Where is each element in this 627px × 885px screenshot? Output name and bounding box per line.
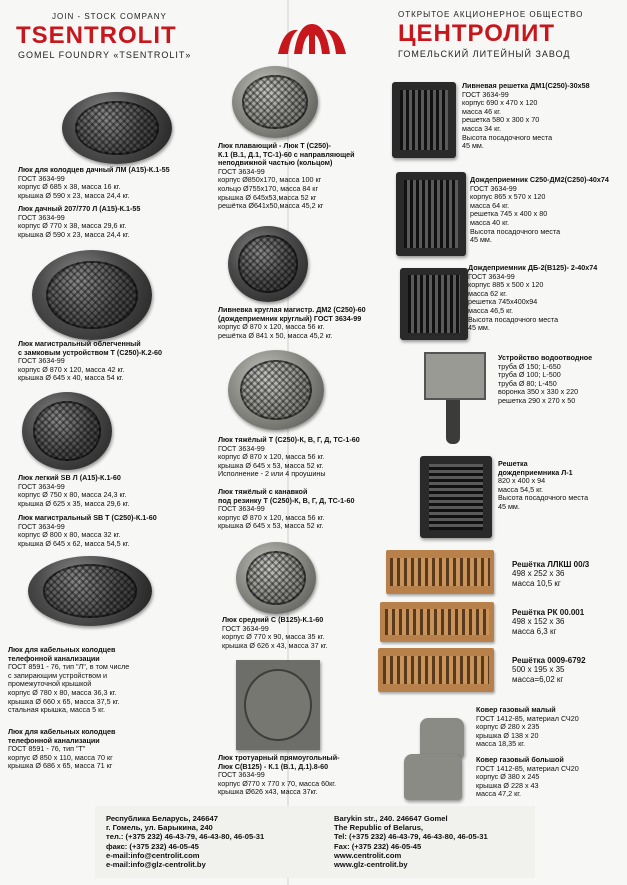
product-title: Люк тяжёлый Т (С250)-К, В, Г, Д, ТС-1-60	[218, 435, 360, 444]
casting-detail	[75, 101, 159, 156]
website-link[interactable]: www.centrolit.com	[334, 850, 402, 860]
left-brand: TSENTROLIT	[16, 22, 177, 49]
product-title: Люк дачный 207/770 Л (А15)-К.1-55	[18, 204, 141, 213]
product-llksh	[512, 560, 589, 588]
product-spec-line: воронка 350 х 330 х 220	[498, 387, 579, 397]
product-spec-line: крышка Ø 645 х 53, масса 52 кг.	[218, 460, 324, 470]
product-spec-line: решётка Ø641х50,масса 45,2 кг	[218, 201, 324, 211]
product-spec-line: труба Ø 100; L-500	[498, 370, 561, 380]
product-title: Люк для кабельных колодцев	[8, 727, 116, 736]
product-drainage	[498, 354, 592, 406]
grate-0009-image	[378, 648, 494, 692]
product-spec-line: ГОСТ 8591 - 76, тип "Л", в том числе	[8, 662, 130, 672]
product-sb-light	[18, 474, 130, 508]
product-title: Люк средний С (В125)-К.1-60	[222, 615, 324, 624]
product-spec-line: корпус 885 х 500 х 120	[468, 280, 544, 290]
manhole-medium-image	[236, 542, 316, 614]
product-spec-line: ГОСТ 3634-99	[222, 623, 269, 633]
product-spec-line: Высота посадочного места	[468, 314, 559, 324]
product-spec-line: корпус Ø 750 х 80, масса 24,3 кг.	[18, 490, 127, 500]
website-link[interactable]: www.glz-centrolit.by	[334, 860, 408, 870]
storm-inlet-dm2-image	[396, 172, 466, 256]
product-spec-line: 498 х 252 х 36	[512, 569, 565, 579]
product-spec-line: крышка Ø 626 х 43, масса 37 кг.	[222, 640, 328, 650]
product-spec-line: решетка 745х400х94	[468, 297, 538, 307]
casting-detail	[408, 275, 460, 333]
product-spec-line: масса 6,3 кг	[512, 626, 557, 636]
product-spec-line: ГОСТ 3634-99	[462, 89, 509, 99]
product-spec-line: корпус Ø 380 х 245	[476, 772, 540, 782]
product-spec-line: корпус 865 х 570 х 120	[470, 192, 546, 202]
product-heavy	[218, 436, 360, 479]
casting-detail	[240, 360, 313, 421]
product-spec-line: масса 34 кг.	[462, 123, 501, 133]
product-title: Дождеприемник С250-ДМ2(С250)-40х74	[470, 175, 609, 184]
contact-line: The Republic of Belarus,	[334, 823, 424, 833]
product-title: Люк для колодцев дачный ЛМ (А15)-К.1-55	[18, 165, 170, 174]
manhole-sb-light-image	[22, 392, 112, 470]
product-title: Люк магистральный облегченный	[18, 339, 141, 348]
product-title: Устройство водоотводное	[498, 353, 593, 362]
product-heavy-groove	[218, 488, 355, 531]
product-spec-line: корпус Ø 770 х 90, масса 35 кг.	[222, 632, 325, 642]
product-spec-line: крышка Ø 590 х 23, масса 24,4 кг.	[18, 229, 130, 239]
casting-detail	[429, 464, 484, 530]
left-top-text: JOIN - STOCK COMPANY	[52, 12, 167, 21]
product-spec-line: корпус Ø 870 х 120, масса 56 кг.	[218, 322, 325, 332]
product-title: Люк тяжёлый с канавкой	[218, 487, 308, 496]
casting-detail	[404, 180, 457, 247]
product-spec-line: решетка 290 х 270 х 50	[498, 395, 576, 405]
product-spec-line: масса 54,5 кг.	[498, 484, 543, 494]
product-rk	[512, 608, 584, 636]
product-spec-line: корпус 690 х 470 х 120	[462, 98, 538, 108]
gas-cover-large-image	[404, 754, 462, 800]
storm-drain-round-image	[228, 226, 308, 302]
product-spec-line: 45 мм.	[468, 323, 490, 333]
product-spec-line: Исполнение - 2 или 4 проушины	[218, 469, 326, 479]
product-sidewalk	[218, 754, 340, 797]
casting-detail	[238, 235, 299, 293]
product-spec-line: масса 40 кг.	[470, 217, 509, 227]
product-spec-line: 45 мм.	[462, 141, 484, 151]
product-title: Ковер газовый малый	[476, 705, 556, 714]
product-spec-line: масса 62 кг.	[468, 288, 507, 298]
product-spec-line: крышка Ø 645х53,масса 52 кг	[218, 192, 317, 202]
product-spec-line: решетка 745 х 400 х 80	[470, 209, 548, 219]
right-top-text: ОТКРЫТОЕ АКЦИОНЕРНОЕ ОБЩЕСТВО	[398, 10, 584, 19]
product-cable-l	[8, 646, 129, 715]
product-spec-line: масса 46 кг.	[462, 106, 501, 116]
product-spec-line: крышка Ø 590 х 23, масса 24,4 кг.	[18, 190, 130, 200]
product-spec-line: крышка Ø 660 х 65, масса 37,5 кг.	[8, 696, 120, 706]
product-sb-main	[18, 514, 157, 548]
product-spec-line: корпус Ø 870 х 120, масса 42 кг.	[18, 364, 125, 374]
product-spec-line: ГОСТ 1412-85, материал СЧ20	[476, 713, 579, 723]
casting-detail	[43, 564, 137, 617]
product-title: Дождеприемник ДБ-2(В125)- 2-40х74	[468, 263, 598, 272]
product-title: дождеприемника Л-1	[498, 467, 573, 477]
product-title: Люк плавающий - Люк Т (С250)-	[218, 141, 331, 150]
manhole-heavy-image	[228, 350, 324, 430]
product-title: К.1 (В.1, Д.1, ТС-1)-60 с направляющей	[218, 149, 355, 159]
product-spec-line: крышка Ø 138 х 20	[476, 730, 539, 740]
product-spec-line: корпус Ø 870 х 120, масса 56 кг.	[218, 512, 325, 522]
product-spec-line: крышка Ø 625 х 35, масса 29,6 кг.	[18, 498, 130, 508]
product-title: Ковер газовый большой	[476, 755, 564, 764]
product-spec-line: решётка Ø 841 х 50, масса 45,2 кг.	[218, 330, 333, 340]
contact-line: г. Гомель, ул. Барыкина, 240	[106, 823, 213, 833]
grate-llksh-image	[386, 550, 494, 594]
drainage-pipe-image	[446, 400, 460, 444]
product-title: Люк для кабельных колодцев	[8, 645, 116, 654]
product-title: Ливневая решетка ДМ1(С250)-30х58	[462, 81, 590, 90]
product-spec-line: стальная крышка, масса 5 кг.	[8, 705, 105, 715]
product-storm-round	[218, 306, 366, 340]
grate-rk-image	[380, 602, 494, 642]
product-spec-line: крышка Ø 686 х 65, масса 71 кг	[8, 761, 113, 771]
company-logo-icon	[272, 20, 352, 56]
product-spec-line: ГОСТ 8591 - 76, тип "Т"	[8, 744, 86, 754]
product-title: Решётка РК 00.001	[512, 608, 585, 617]
product-cable-t	[8, 728, 115, 771]
product-spec-line: корпус Ø 800 х 80, масса 32 кг.	[18, 530, 121, 540]
product-dm1	[462, 82, 590, 151]
email-link[interactable]: e-mail:info@glz-centrolit.by	[106, 860, 206, 870]
drainage-funnel-image	[424, 352, 486, 400]
storm-inlet-db2-image	[400, 268, 468, 340]
product-spec-line: труба Ø 80; L-450	[498, 378, 557, 388]
product-spec-line: ГОСТ 3634-99	[218, 770, 265, 780]
grate-l1-image	[420, 456, 492, 538]
casting-detail	[400, 90, 449, 151]
product-spec-line: корпус Ø 280 х 235	[476, 722, 540, 732]
product-title: неподвижной частью (кольцом)	[218, 158, 333, 168]
product-title: телефонной канализации	[8, 653, 100, 663]
product-title: Решетка	[498, 459, 528, 468]
product-spec-line: 45 мм.	[498, 501, 520, 511]
product-lock-c250	[18, 340, 162, 383]
product-spec-line: крышка Ø 228 х 43	[476, 780, 539, 790]
product-medium	[222, 616, 328, 650]
product-spec-line: с запирающим устройством и	[8, 670, 108, 680]
product-spec-line: ГОСТ 3634-99	[18, 212, 65, 222]
casting-detail	[33, 401, 101, 460]
product-0009	[512, 656, 586, 684]
product-title: Ливневка круглая магистр. ДМ2 (С250)-60	[218, 305, 366, 314]
product-spec-line: Высота посадочного места	[498, 493, 589, 503]
product-spec-line: решетка 580 х 300 х 70	[462, 115, 540, 125]
product-spec-line: масса 64 кг.	[470, 200, 509, 210]
product-spec-line: 820 х 400 х 94	[498, 476, 546, 486]
product-spec-line: корпус Ø850х170, масса 100 кг	[218, 175, 322, 185]
manhole-sidewalk-image	[236, 660, 320, 750]
product-spec-line: ГОСТ 3634-99	[18, 356, 65, 366]
casting-detail	[383, 656, 490, 684]
product-gas-small	[476, 706, 579, 749]
manhole-floating-image	[232, 66, 318, 138]
product-title: Люк магистральный SB Т (С250)-К.1-60	[18, 513, 157, 522]
product-spec-line: корпус Ø 780 х 80, масса 36,3 кг.	[8, 687, 117, 697]
product-dm2	[470, 176, 609, 245]
contact-line: Республика Беларусь, 246647	[106, 814, 218, 823]
product-spec-line: крышка Ø 645 х 40, масса 54 кг.	[18, 373, 124, 383]
product-db2	[468, 264, 597, 333]
contact-line: Tel: (+375 232) 46-43-79, 46-43-80, 46-05-31	[334, 832, 488, 842]
product-spec-line: крышка Ø 645 х 53, масса 52 кг.	[218, 521, 324, 531]
product-spec-line: ГОСТ 3634-99	[470, 183, 517, 193]
product-spec-line: 45 мм.	[470, 235, 492, 245]
product-spec-line: ГОСТ 3634-99	[18, 173, 65, 183]
product-spec-line: ГОСТ 3634-99	[468, 271, 515, 281]
product-spec-line: корпус Ø770 х 770 х 70, масса 60кг.	[218, 778, 336, 788]
product-spec-line: масса 47,2 кг.	[476, 789, 521, 799]
casting-detail	[46, 261, 137, 329]
product-spec-line: 498 х 152 х 36	[512, 617, 565, 627]
product-spec-line: Высота посадочного места	[470, 226, 561, 236]
product-spec-line: промежуточной крышкой	[8, 679, 92, 689]
left-sub: GOMEL FOUNDRY «TSENTROLIT»	[18, 50, 192, 60]
product-spec-line: крышка Ø 645 х 62, масса 54,5 кг.	[18, 538, 130, 548]
footer-contacts-en	[334, 814, 488, 869]
product-title: с замковым устройством Т (С250)-К.2-60	[18, 347, 163, 357]
product-spec-line: труба Ø 150; L-650	[498, 361, 561, 371]
product-gas-large	[476, 756, 579, 799]
product-title: телефонной канализации	[8, 735, 100, 745]
product-spec-line: Высота посадочного места	[462, 132, 553, 142]
product-spec-line: ГОСТ 3634-99	[18, 521, 65, 531]
product-spec-line: ГОСТ 3634-99	[218, 443, 265, 453]
right-sub: ГОМЕЛЬСКИЙ ЛИТЕЙНЫЙ ЗАВОД	[398, 49, 571, 59]
product-lm	[18, 166, 170, 200]
product-title: Люк С(В125) - К.1 (В.1, Д.1).8-60	[218, 761, 329, 771]
right-brand: ЦЕНТРОЛИТ	[398, 20, 556, 47]
product-title: Решётка 0009-6792	[512, 656, 586, 665]
contact-line: тел.: (+375 232) 46-43-79, 46-43-80, 46-05-31	[106, 832, 265, 842]
product-spec-line: корпус Ø 850 х 110, масса 70 кг	[8, 752, 113, 762]
product-207-770	[18, 205, 140, 239]
casting-detail	[390, 558, 489, 586]
product-spec-line: масса=6,02 кг	[512, 674, 564, 684]
product-spec-line: масса 18,35 кг.	[476, 739, 525, 749]
casting-detail	[242, 75, 307, 130]
product-l1	[498, 460, 588, 512]
product-title: Люк легкий SB Л (А15)-К.1-60	[18, 473, 121, 482]
product-spec-line: ГОСТ 3634-99	[218, 504, 265, 514]
product-spec-line: корпус Ø 770 х 38, масса 29,6 кг.	[18, 221, 127, 231]
product-spec-line: ГОСТ 3634-99	[218, 166, 265, 176]
product-floating	[218, 142, 355, 211]
manhole-cable-image	[28, 556, 152, 626]
gas-cover-small-image	[420, 718, 464, 758]
casting-detail	[385, 609, 490, 635]
product-spec-line: масса 10,5 кг	[512, 578, 561, 588]
contact-line: факс: (+375 232) 46-05-45	[106, 841, 199, 851]
product-title: (дождеприемник круглый) ГОСТ 3634-99	[218, 313, 362, 323]
product-spec-line: корпус Ø 870 х 120, масса 56 кг.	[218, 452, 325, 462]
product-spec-line: корпус Ø 685 х 38, масса 16 кг.	[18, 182, 121, 192]
casting-detail	[244, 669, 311, 741]
email-link[interactable]: e-mail:info@centrolit.com	[106, 850, 200, 860]
product-spec-line: ГОСТ 3634-99	[18, 481, 65, 491]
footer-contacts-ru	[106, 814, 264, 869]
storm-grate-dm1-image	[392, 82, 456, 158]
product-spec-line: ГОСТ 1412-85, материал СЧ20	[476, 763, 579, 773]
product-title: Люк тротуарный прямоугольный-	[218, 753, 340, 762]
product-title: под резинку Т (С250)-К, В, Г, Д, ТС-1-60	[218, 495, 355, 505]
product-spec-line: 500 х 195 х 35	[512, 665, 565, 675]
casting-detail	[246, 551, 307, 606]
product-title: Решётка ЛЛКШ 00/3	[512, 560, 590, 569]
manhole-lm-image	[62, 92, 172, 164]
contact-line: Barykin str., 240. 246647 Gomel	[334, 814, 448, 823]
product-spec-line: кольцо Ø755х170, масса 84 кг	[218, 183, 319, 193]
product-spec-line: масса 46,5 кг.	[468, 305, 513, 315]
manhole-lock-image	[32, 250, 152, 340]
product-spec-line: крышка Ø626 х43, масса 37кг.	[218, 787, 318, 797]
contact-line: Fax: (+375 232) 46-05-45	[334, 841, 422, 851]
